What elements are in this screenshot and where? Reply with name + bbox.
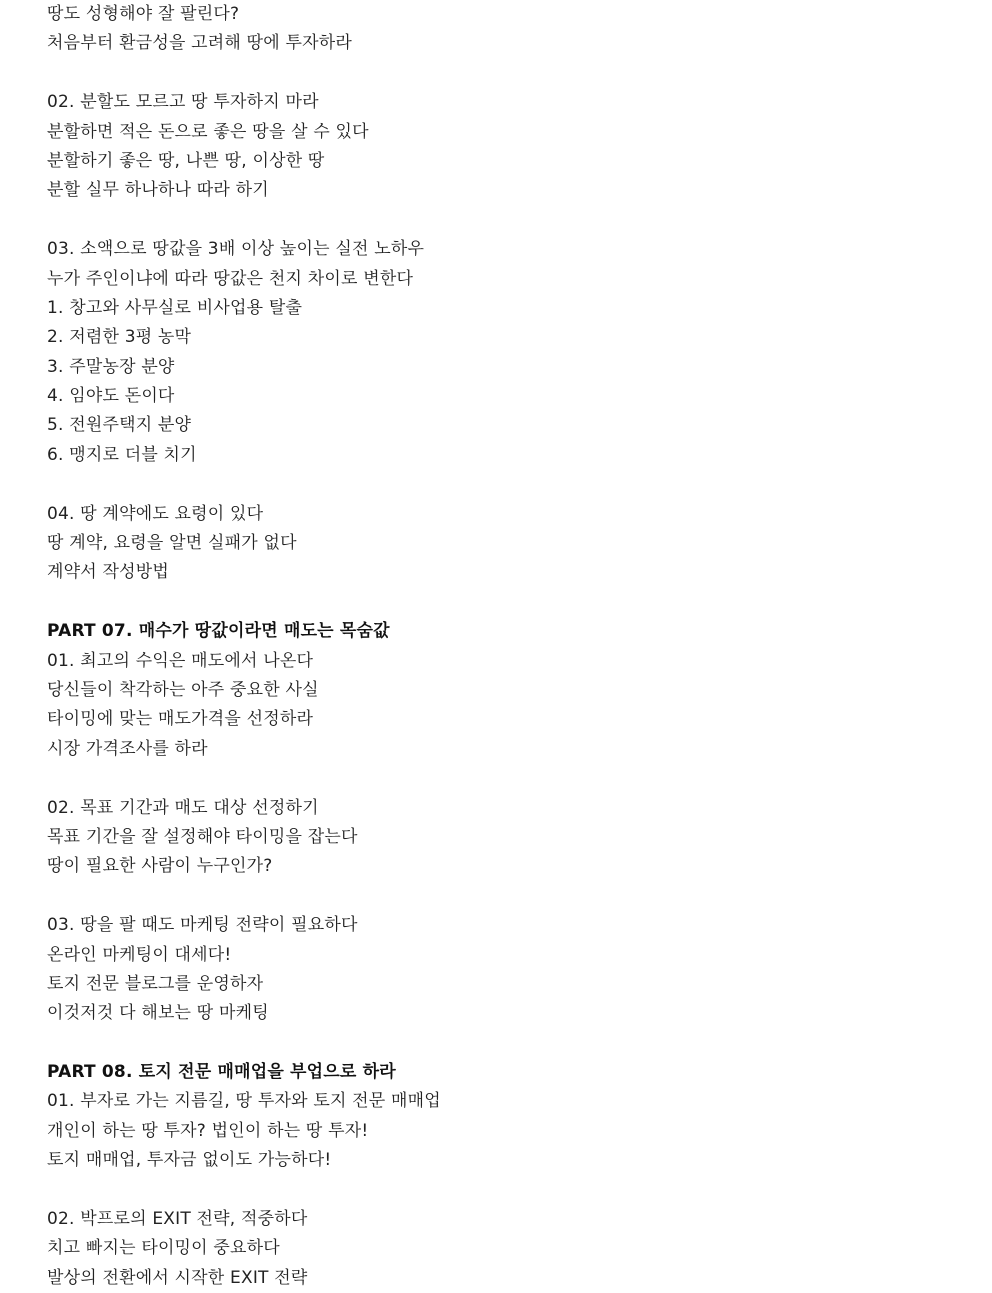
toc-entry: 타이밍에 맞는 매도가격을 선정하라 bbox=[47, 709, 314, 730]
toc-entry: 시장 가격조사를 하라 bbox=[47, 738, 208, 759]
toc-entry: 02. 박프로의 EXIT 전략, 적중하다 bbox=[47, 1209, 308, 1230]
toc-entry: 땅도 성형해야 잘 팔린다? bbox=[47, 4, 240, 24]
toc-entry: 01. 최고의 수익은 매도에서 나온다 bbox=[47, 650, 314, 671]
toc-entry: 03. 땅을 팔 때도 마케팅 전략이 필요하다 bbox=[47, 915, 358, 936]
blank-line bbox=[47, 764, 947, 793]
blank-line bbox=[47, 882, 947, 911]
toc-entry: 처음부터 환금성을 고려해 땅에 투자하라 bbox=[47, 33, 352, 54]
toc-entry: 04. 땅 계약에도 요령이 있다 bbox=[47, 503, 264, 524]
toc-entry: 계약서 작성방법 bbox=[47, 562, 169, 583]
blank-line bbox=[47, 588, 947, 617]
toc-entry: 분할 실무 하나하나 따라 하기 bbox=[47, 180, 269, 201]
toc-entry: 토지 매매업, 투자금 없이도 가능하다! bbox=[47, 1150, 332, 1171]
toc-entry: 01. 부자로 가는 지름길, 땅 투자와 토지 전문 매매업 bbox=[47, 1091, 441, 1112]
toc-entry: 이것저것 다 해보는 땅 마케팅 bbox=[47, 1003, 269, 1024]
blank-line bbox=[47, 59, 947, 88]
toc-entry: 5. 전원주택지 분양 bbox=[47, 415, 192, 436]
toc-entry: 6. 맹지로 더블 치기 bbox=[47, 444, 197, 465]
table-of-contents bbox=[47, 0, 947, 1293]
toc-entry: 치고 빠지는 타이밍이 중요하다 bbox=[47, 1238, 280, 1259]
toc-entry: 개인이 하는 땅 투자? 법인이 하는 땅 투자! bbox=[47, 1120, 369, 1141]
toc-entry: 발상의 전환에서 시작한 EXIT 전략 bbox=[47, 1267, 308, 1288]
blank-line bbox=[47, 470, 947, 499]
toc-entry: 온라인 마케팅이 대세다! bbox=[47, 944, 232, 965]
toc-entry: 4. 임야도 돈이다 bbox=[47, 386, 175, 407]
toc-entry: 3. 주말농장 분양 bbox=[47, 356, 175, 377]
toc-entry: 02. 목표 기간과 매도 대상 선정하기 bbox=[47, 797, 319, 818]
part-heading: PART 07. 매수가 땅값이라면 매도는 목숨값 bbox=[47, 621, 390, 642]
toc-entry: 땅이 필요한 사람이 누구인가? bbox=[47, 856, 273, 877]
toc-entry: 땅 계약, 요령을 알면 실패가 없다 bbox=[47, 533, 297, 554]
blank-line bbox=[47, 1029, 947, 1058]
part-heading: PART 08. 토지 전문 매매업을 부업으로 하라 bbox=[47, 1062, 396, 1083]
toc-entry: 2. 저렴한 3평 농막 bbox=[47, 327, 192, 348]
toc-entry: 토지 전문 블로그를 운영하자 bbox=[47, 973, 264, 994]
toc-entry: 분할하면 적은 돈으로 좋은 땅을 살 수 있다 bbox=[47, 121, 369, 142]
toc-entry: 1. 창고와 사무실로 비사업용 탈출 bbox=[47, 297, 303, 318]
blank-line bbox=[47, 1176, 947, 1205]
toc-entry: 03. 소액으로 땅값을 3배 이상 높이는 실전 노하우 bbox=[47, 239, 425, 260]
blank-line bbox=[47, 206, 947, 235]
toc-entry: 누가 주인이냐에 따라 땅값은 천지 차이로 변한다 bbox=[47, 268, 414, 289]
toc-entry: 02. 분할도 모르고 땅 투자하지 마라 bbox=[47, 92, 319, 113]
toc-entry: 당신들이 착각하는 아주 중요한 사실 bbox=[47, 679, 319, 700]
toc-entry: 목표 기간을 잘 설정해야 타이밍을 잡는다 bbox=[47, 826, 358, 847]
toc-entry: 분할하기 좋은 땅, 나쁜 땅, 이상한 땅 bbox=[47, 150, 325, 171]
